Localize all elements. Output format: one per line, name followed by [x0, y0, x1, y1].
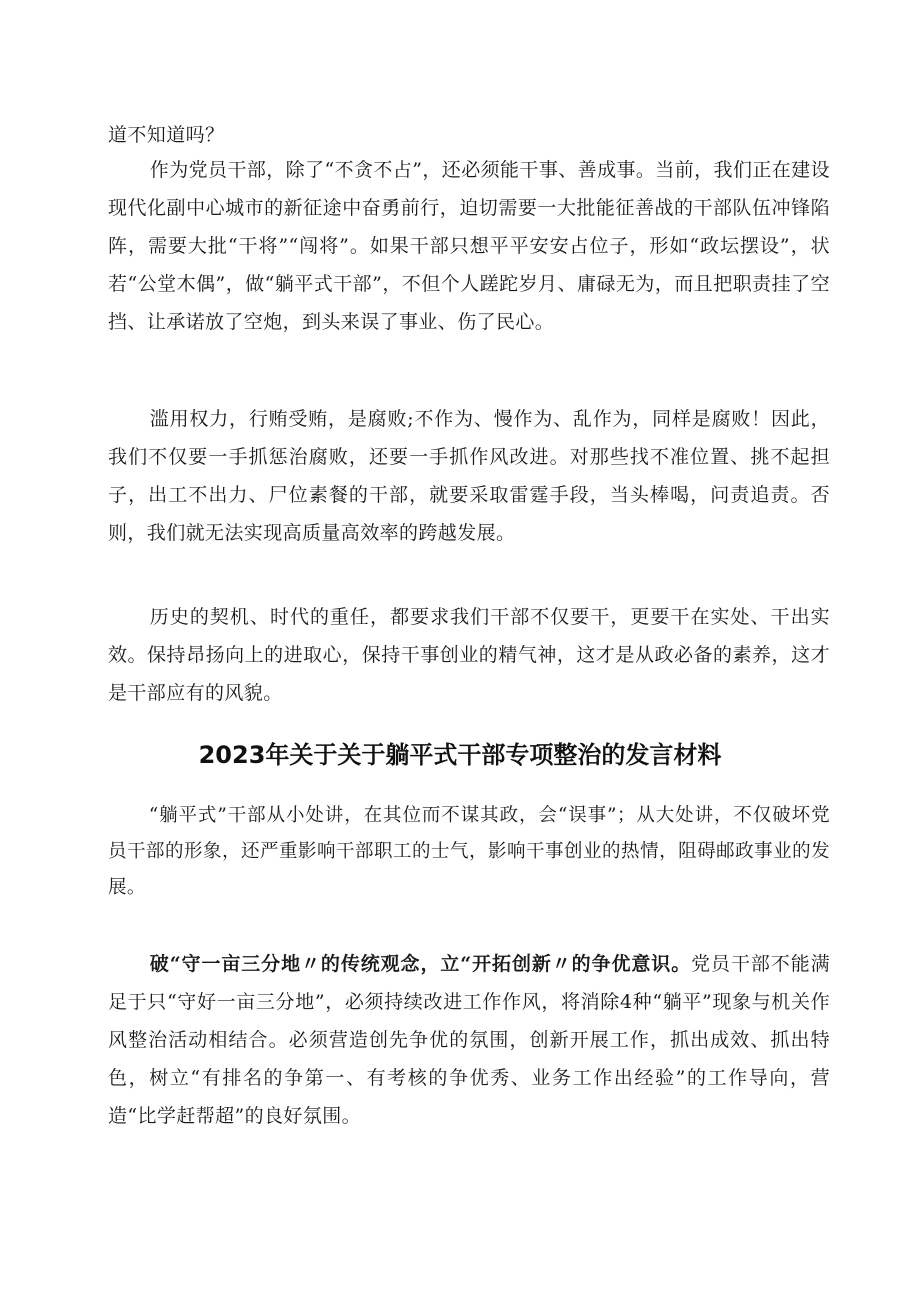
- paragraph-corruption: 滥用权力，行贿受贿，是腐败;不作为、慢作为、乱作为，同样是腐败！因此，我们不仅要一手抓惩治腐败，还要一手抓作风改进。对那些找不准位置、挑不起担子，出工不出力、尸位素餐的干部，就要采取雷霆手段，当头棒喝，问责追责。否则，我们就无法实现高质量高效率的跨越发展。: [108, 408, 830, 544]
- paragraph-pioneer-innovation: [108, 945, 830, 1135]
- paragraph-history: 历史的契机、时代的重任，都要求我们干部不仅要干，更要干在实处、干出实效。保持昂扬向上的进取心，保持干事创业的精气神，这才是从政必备的素养，这才是干部应有的风貌。: [108, 606, 830, 704]
- paragraph-body: 党员干部不能满足于只“守好一亩三分地”，必须持续改进工作作风，将消除4种“躺平”现象与机关作风整治活动相结合。必须营造创先争优的氛围，创新开展工作，抓出成效、抓出特色，树立“有排名的争第一、有考核的争优秀、业务工作出经验”的工作导向，营造“比学赶帮超”的良好氛围。: [108, 953, 830, 1127]
- paragraph-lying-flat-impact: “躺平式”干部从小处讲，在其位而不谋其政，会“误事”；从大处讲，不仅破坏党员干部的形象，还严重影响干部职工的士气，影响干事创业的热情，阻碍邮政事业的发展。: [108, 805, 830, 898]
- paragraph-lead-heading: 破“守一亩三分地〃的传统观念，立“开拓创新〃的争优意识。: [149, 953, 692, 975]
- paragraph-continuation: 道不知道吗？: [108, 124, 225, 146]
- paragraph-cadre-duty: 作为党员干部，除了“不贪不占”，还必须能干事、善成事。当前，我们正在建设现代化副中心城市的新征途中奋勇前行，迫切需要一大批能征善战的干部队伍冲锋陷阵，需要大批“干将”“闯将”。如果干部只想平平安安占位子，形如“政坛摆设”，状若“公堂木偶”，做“躺平式干部”，不但个人蹉跎岁月、庸碌无为，而且把职责挂了空挡、让承诺放了空炮，到头来误了事业、伤了民心。: [108, 159, 830, 333]
- section-title: 2023年关于关于躺平式干部专项整治的发言材料: [198, 741, 722, 769]
